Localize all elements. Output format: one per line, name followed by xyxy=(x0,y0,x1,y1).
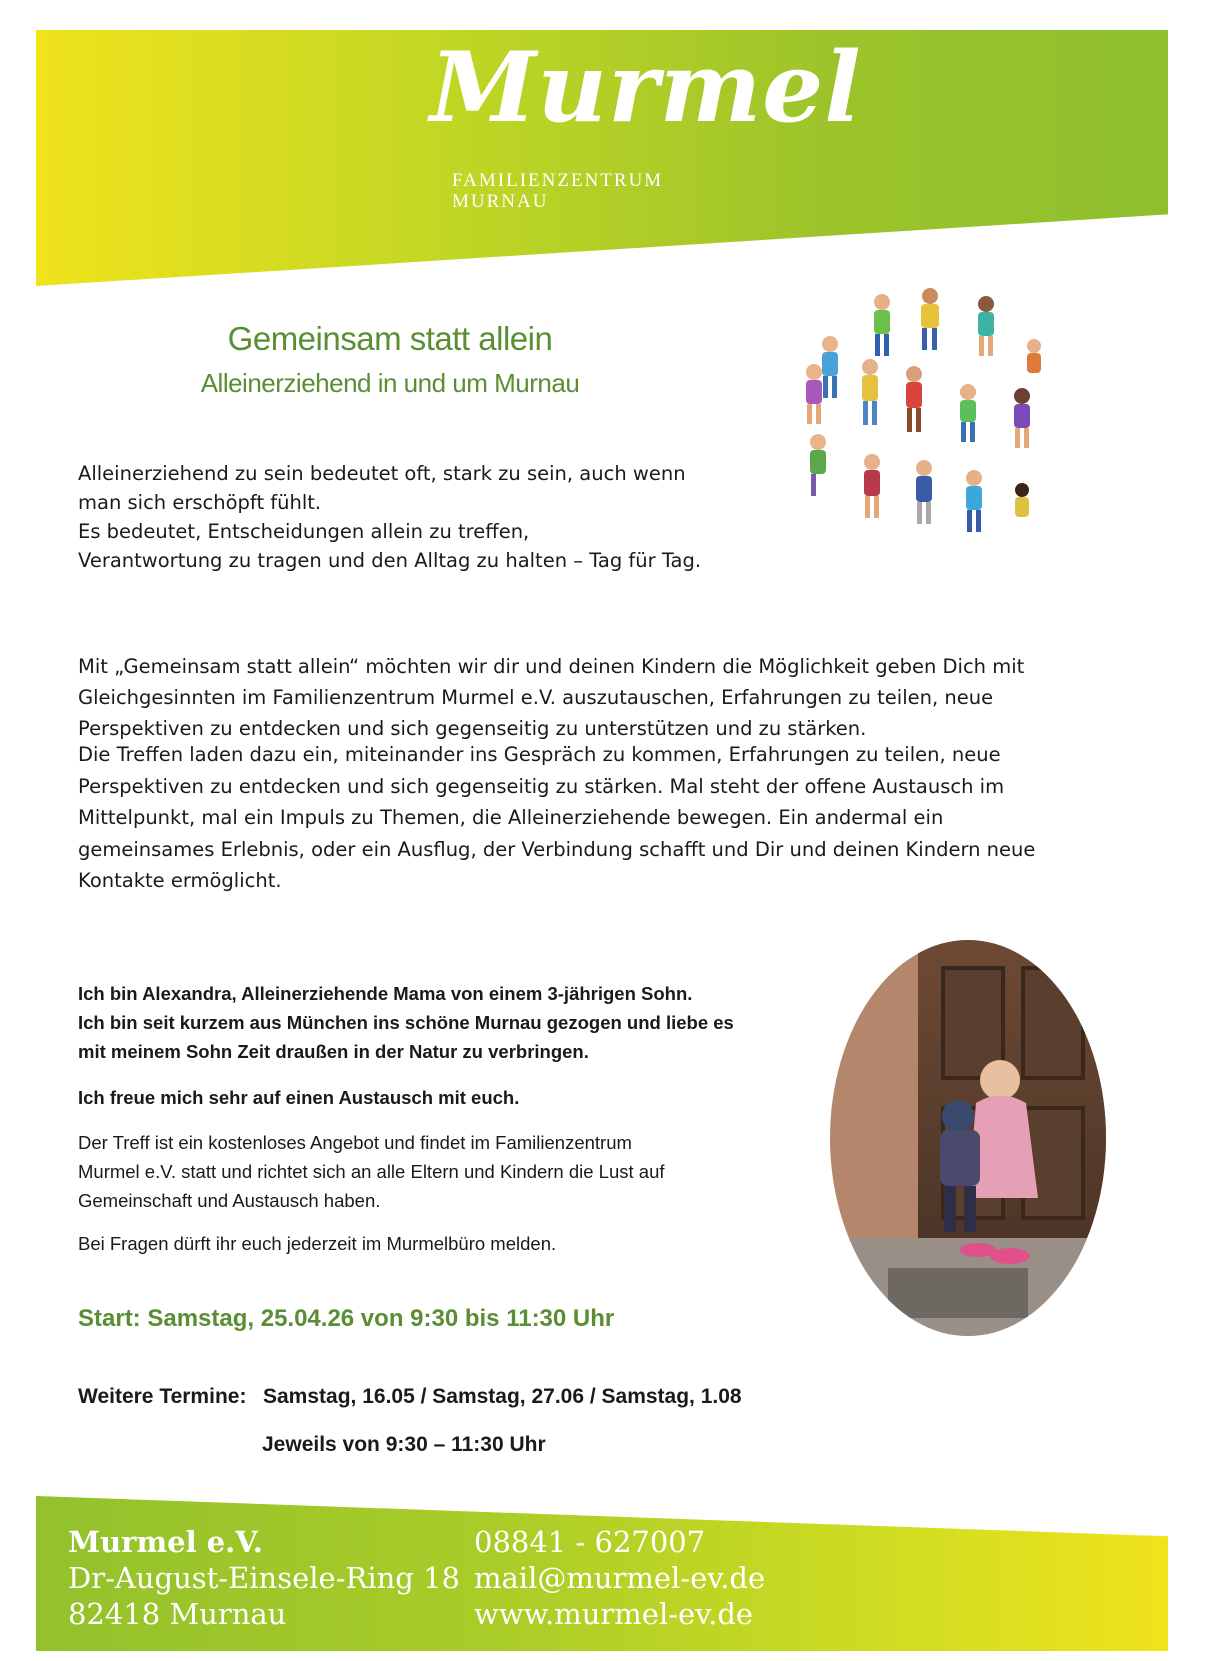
intro-line-4: Verantwortung zu tragen und den Alltag zu halten – Tag für Tag. xyxy=(78,549,702,572)
p3-line-3: Mittelpunkt, mal ein Impuls zu Themen, die Alleinerziehende bewegen. Ein andermal ein xyxy=(78,806,944,829)
p2-line-3: Perspektiven zu entdecken und sich gegenseitig zu unterstützen und zu stärken. xyxy=(78,717,867,740)
child-figure-8 xyxy=(906,366,922,432)
logo-subtitle xyxy=(452,170,663,212)
p3-line-1: Die Treffen laden dazu ein, miteinander ins Gespräch zu kommen, Erfahrungen zu teilen, neue xyxy=(78,743,1001,766)
alexandra-line-1: Ich bin Alexandra, Alleinerziehende Mama von einem 3-jährigen Sohn. xyxy=(78,983,693,1004)
treff-info xyxy=(78,1128,778,1215)
treff-line-1: Der Treff ist ein kostenloses Angebot und findet im Familienzentrum xyxy=(78,1132,632,1153)
intro-line-1: Alleinerziehend zu sein bedeutet oft, stark zu sein, auch wenn xyxy=(78,462,686,485)
child-figure-12 xyxy=(864,454,880,518)
alexandra-intro xyxy=(78,979,778,1066)
child-figure-6 xyxy=(806,364,822,424)
fragen-note: Bei Fragen dürft ihr euch jederzeit im Murmelbüro melden. xyxy=(78,1233,557,1254)
intro-paragraph xyxy=(78,459,738,575)
footer-street: Dr-August-Einsele-Ring 18 xyxy=(68,1561,460,1595)
child-figure-9 xyxy=(960,384,976,442)
treff-line-2: Murmel e.V. statt und richtet sich an alle Eltern und Kindern die Lust auf xyxy=(78,1161,665,1182)
alexandra-freue: Ich freue mich sehr auf einen Austausch mit euch. xyxy=(78,1087,520,1108)
further-dates xyxy=(78,1385,742,1409)
murmel-logo-text: Murmel xyxy=(430,31,862,144)
logo-sub-line-1: FAMILIENZENTRUM xyxy=(452,170,664,191)
footer-phone[interactable]: 08841 - 627007 xyxy=(474,1525,706,1559)
children-illustration xyxy=(790,282,1065,587)
alexandra-line-3: mit meinem Sohn Zeit draußen in der Natur zu verbringen. xyxy=(78,1041,589,1062)
paragraph-treffen xyxy=(78,739,1038,897)
p2-line-1: Mit „Gemeinsam statt allein“ möchten wir dir und deinen Kindern die Möglichkeit geben Dich mit xyxy=(78,655,1025,678)
footer-email-link[interactable]: mail@murmel-ev.de xyxy=(474,1561,766,1595)
page-title: Gemeinsam statt allein xyxy=(227,320,553,357)
child-figure-7 xyxy=(862,359,878,425)
intro-line-2: man sich erschöpft fühlt. xyxy=(78,491,322,514)
p3-line-4: gemeinsames Erlebnis, oder ein Ausflug, der Verbindung schafft und Dir und deinen Kindern neue xyxy=(78,837,1036,861)
p2-line-2: Gleichgesinnten im Familienzentrum Murmel e.V. auszutauschen, Erfahrungen zu teilen, neue xyxy=(78,686,994,709)
time-range: Jeweils von 9:30 – 11:30 Uhr xyxy=(262,1433,546,1456)
child-figure-11 xyxy=(810,434,826,496)
footer-org-name: Murmel e.V. xyxy=(68,1525,263,1559)
start-date: Start: Samstag, 25.04.26 von 9:30 bis 11:30 Uhr xyxy=(78,1305,615,1332)
footer-website-link[interactable]: www.murmel-ev.de xyxy=(474,1597,754,1631)
footer-contact xyxy=(474,1524,765,1632)
child-figure-15 xyxy=(1015,483,1029,517)
footer-city: 82418 Murnau xyxy=(68,1597,287,1631)
treff-line-3: Gemeinschaft und Austausch haben. xyxy=(78,1190,381,1211)
child-figure-4 xyxy=(978,296,994,356)
p3-line-5: Kontakte ermöglicht. xyxy=(78,869,282,892)
page-subtitle: Alleinerziehend in und um Murnau xyxy=(200,368,580,398)
child-figure-5 xyxy=(1027,339,1041,373)
further-dates-label: Weitere Termine: xyxy=(78,1385,247,1408)
child-figure-3 xyxy=(921,288,939,350)
logo-sub-line-2: MURNAU xyxy=(452,191,549,212)
alexandra-line-2: Ich bin seit kurzem aus München ins schöne Murnau gezogen und liebe es xyxy=(78,1012,734,1033)
intro-line-3: Es bedeutet, Entscheidungen allein zu treffen, xyxy=(78,520,530,543)
child-figure-1 xyxy=(822,336,838,398)
paragraph-gemeinsam xyxy=(78,651,1038,744)
further-dates-list: Samstag, 16.05 / Samstag, 27.06 / Samstag, 1.08 xyxy=(263,1385,742,1408)
child-figure-2 xyxy=(874,294,890,356)
child-figure-14 xyxy=(966,470,982,532)
p3-line-2: Perspektiven zu entdecken und sich gegenseitig zu stärken. Mal steht der offene Austausch im xyxy=(78,774,1005,798)
footer-address xyxy=(68,1524,460,1632)
photo-mother-and-son xyxy=(828,938,1108,1338)
child-figure-10 xyxy=(1014,388,1030,448)
child-figure-13 xyxy=(916,460,932,524)
